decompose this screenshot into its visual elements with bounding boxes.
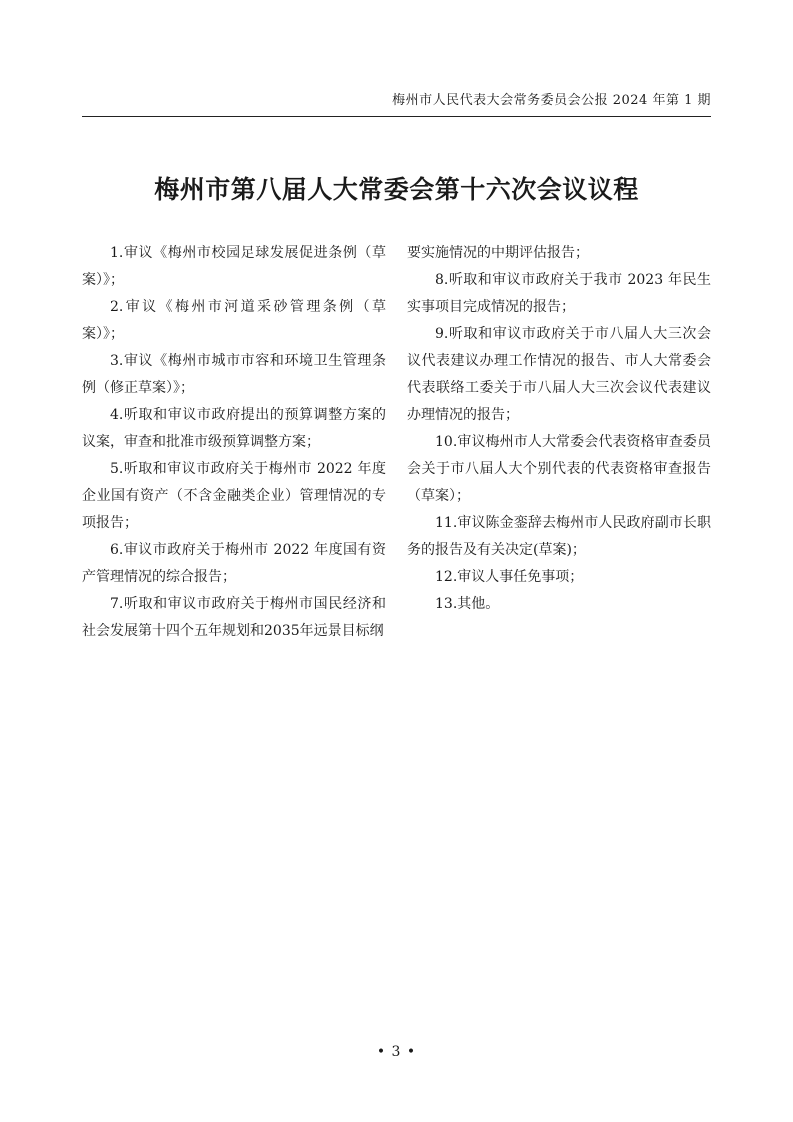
agenda-item-9: 9.听取和审议市政府关于市八届人大三次会议代表建议办理工作情况的报告、市人大常委会代表联络工委关于市八届人大三次会议代表建议办理情况的报告； — [407, 326, 711, 423]
agenda-item-5: 5.听取和审议市政府关于梅州市 2022 年度企业国有资产（不含金融类企业）管理情况的专项报告； — [82, 461, 386, 531]
agenda-item-7: 7.听取和审议市政府关于梅州市国民经济和社会发展第十四个五年规划和2035年远景目标纲 — [82, 596, 386, 639]
agenda-item-6: 6.审议市政府关于梅州市 2022 年度国有资产管理情况的综合报告； — [82, 542, 386, 585]
page-number: • 3 • — [376, 1044, 417, 1060]
agenda-item-12: 12.审议人事任免事项； — [435, 569, 584, 585]
agenda-item-3: 3.审议《梅州市城市市容和环境卫生管理条例（修正草案）》； — [82, 353, 386, 396]
agenda-item-8: 8.听取和审议市政府关于我市 2023 年民生实事项目完成情况的报告； — [407, 272, 711, 315]
running-header-title: 梅州市人民代表大会常务委员会公报 2024 年第 1 期 — [392, 93, 711, 108]
agenda-item-11: 11.审议陈金銮辞去梅州市人民政府副市长职务的报告及有关决定(草案)； — [407, 515, 711, 558]
agenda-left-column — [82, 240, 386, 645]
agenda-item-2: 2.审议《梅州市河道采砂管理条例（草案）》； — [82, 299, 386, 342]
agenda-right-column — [407, 240, 711, 645]
agenda-body — [82, 240, 711, 645]
page-title: 梅州市第八届人大常委会第十六次会议议程 — [154, 175, 639, 204]
agenda-item-4: 4.听取和审议市政府提出的预算调整方案的议案，审查和批准市级预算调整方案； — [82, 407, 386, 450]
agenda-item-13: 13.其他。 — [435, 596, 500, 612]
agenda-item-7-continuation: 要实施情况的中期评估报告； — [407, 245, 589, 261]
agenda-item-1: 1.审议《梅州市校园足球发展促进条例（草案）》； — [82, 245, 386, 288]
running-header — [82, 86, 711, 117]
agenda-item-10: 10.审议梅州市人大常委会代表资格审查委员会关于市八届人大个别代表的代表资格审查报告（草案）； — [407, 434, 711, 504]
